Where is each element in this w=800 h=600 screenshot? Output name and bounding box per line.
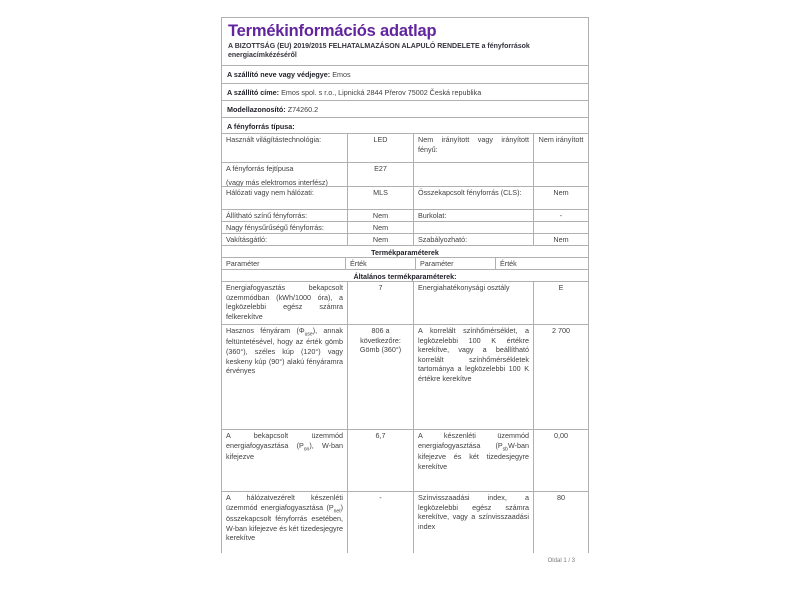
value-cell: 806 a következőre: Gömb (360°) <box>348 325 414 429</box>
param-cell: Szabályozható: <box>414 234 534 245</box>
table-row <box>222 134 588 163</box>
product-datasheet <box>221 17 589 553</box>
param-cell: A bekapcsolt üzemmód energiafogyasztása $(P_{on})$, W-ban kifejezve <box>222 430 348 491</box>
table-row <box>222 492 588 553</box>
column-header: Érték <box>500 259 517 268</box>
param-cell: Vakításgátló: <box>222 234 348 245</box>
table-row <box>222 222 588 234</box>
supplier-address-label: A szállító címe: <box>227 88 280 97</box>
column-header: Paraméter <box>222 258 346 269</box>
product-params-header: Termékparaméterek <box>371 248 439 257</box>
regulation-subtitle-line2: energiacímkézéséről <box>228 51 297 59</box>
model-id-label: Modellazonosító: <box>227 105 286 114</box>
param-cell: Állítható színű fényforrás: <box>222 210 348 221</box>
value-cell: Nem irányított <box>538 135 584 144</box>
regulation-subtitle-line1: A BIZOTTSÁG (EU) 2019/2015 FELHATALMAZÁSON ALAPULÓ RENDELETE a fényforrások <box>228 43 530 50</box>
param-cell: Összekapcsolt fényforrás (CLS): <box>414 187 534 209</box>
param-cell: Burkolat: <box>414 210 534 221</box>
param-cell: Használt világítástechnológia: <box>222 134 348 162</box>
table-row <box>222 234 588 246</box>
type-section-header-row <box>222 118 588 134</box>
table-row <box>222 187 588 210</box>
supplier-name-label: A szállító neve vagy védjegye: <box>227 70 331 79</box>
value-cell: Nem <box>348 222 414 233</box>
column-header: Paraméter <box>416 258 496 269</box>
table-row <box>222 325 588 430</box>
supplier-name-value: Emos <box>332 70 351 79</box>
param-cell <box>414 222 534 233</box>
value-cell: Nem <box>553 188 569 197</box>
table-row <box>222 210 588 222</box>
general-params-header-row <box>222 270 588 282</box>
param-cell: A korrelált színhőmérséklet, a legközelebbi 100 K értékre kerekítve, vagy a beállítható korrelált színhőmérsékletek tartománya a legközelebbi 100 K értékre kerekítve <box>414 325 534 429</box>
page-title: Termékinformációs adatlap <box>228 22 437 40</box>
table-row <box>222 430 588 492</box>
param-cell: A készenléti üzemmód energiafogyasztása ($P_{sb}W$-ban kifejezve és két tizedesjegyre kerekítve <box>414 430 534 491</box>
param-cell: A hálózatvezérelt készenléti üzemmód energiafogyasztása $(P_{net})$ összekapcsolt fényforrás esetében, W-ban kifejezve és két tizedesjegyre kerekítve <box>222 492 348 553</box>
value-cell: 80 <box>557 493 565 502</box>
value-cell <box>534 222 588 233</box>
param-line: A fényforrás fejtípusa <box>226 164 294 173</box>
param-cell <box>414 163 534 186</box>
value-cell: Nem <box>553 235 569 244</box>
param-cell: Nagy fénysűrűségű fényforrás: <box>222 222 348 233</box>
product-params-header-row <box>222 246 588 258</box>
param-cell: Nem irányított vagy irányított fényű: <box>414 134 534 162</box>
param-cell: Energiahatékonysági osztály <box>414 282 534 324</box>
column-header: Érték <box>346 258 416 269</box>
value-cell: 2 700 <box>552 326 570 335</box>
model-id-value: Z74260.2 <box>287 105 319 114</box>
type-section-header: A fényforrás típusa: <box>227 122 295 131</box>
value-cell: - <box>559 211 563 220</box>
supplier-address-row <box>222 84 588 101</box>
value-cell: - <box>348 492 414 553</box>
value-cell: 7 <box>348 282 414 324</box>
value-cell: Nem <box>348 234 414 245</box>
value-cell: MLS <box>348 187 414 209</box>
value-cell: 6,7 <box>348 430 414 491</box>
title-block <box>222 18 588 66</box>
model-id-row <box>222 101 588 118</box>
supplier-name-row <box>222 66 588 84</box>
page-number: Oldal 1 / 3 <box>547 558 575 564</box>
value-cell: 0,00 <box>554 431 568 440</box>
table-row <box>222 163 588 187</box>
column-header-row <box>222 258 588 270</box>
table-row <box>222 282 588 325</box>
param-cell: Energiafogyasztás bekapcsolt üzemmódban (kWh/1000 óra), a legközelebbi egész számra felkerekítve <box>222 282 348 324</box>
value-cell: LED <box>348 134 414 162</box>
param-line: (vagy más elektromos interfész) <box>226 177 328 186</box>
general-params-header: Általános termékparaméterek: <box>353 272 457 281</box>
param-cell: Színvisszaadási index, a legközelebbi egész számra kerekítve, vagy a színvisszaadási index <box>414 492 534 553</box>
value-cell: Nem <box>348 210 414 221</box>
param-cell: Hálózati vagy nem hálózati: <box>222 187 348 209</box>
supplier-address-value: Emos spol. s r.o., Lipnická 2844 Přerov 75002 Česká republika <box>281 88 482 97</box>
value-cell <box>534 163 588 186</box>
value-cell: E27 <box>348 163 414 186</box>
value-cell: E <box>558 283 564 292</box>
param-cell <box>222 163 348 186</box>
param-cell: Hasznos fényáram $(\Phi_{use})$, annak feltüntetésével, hogy az érték gömb (360°), széles kúp (120°) vagy keskeny kúp (90°) alakú fényáramra érvényes <box>222 325 348 429</box>
